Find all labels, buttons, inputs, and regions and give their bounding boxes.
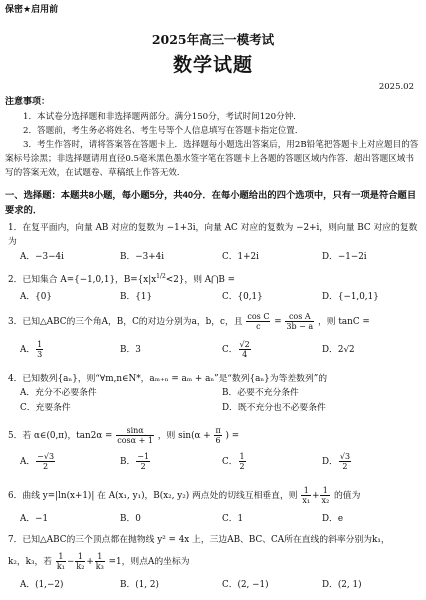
question-5-stem-c: ) = — [225, 431, 240, 441]
question-4 — [8, 372, 420, 386]
question-7-fraction-3: $\frac{1}{\text{k₃}}$ — [95, 552, 104, 571]
question-3-option-b: B．3 — [120, 345, 141, 355]
subject-title: 数学试题 — [172, 54, 253, 76]
question-2-stem-b: <2}，则 A⋂B = — [165, 274, 235, 285]
question-7-option-a: A．(1,−2) — [20, 580, 64, 590]
question-5-fraction: $\frac{\sin\alpha}{\cos\alpha + 1}$ — [117, 426, 153, 445]
question-7-line-2: k₂，k₃，若 $\frac{1}{\text{k₁}}$ − $\frac{1}{\text{k₂}}$ + $\frac{1}{\text{k₃}}$ =1，则点A的坐标为 — [8, 552, 190, 571]
question-1-option-c: C．1+2i — [222, 252, 259, 262]
question-6-option-d: D．e — [322, 514, 344, 524]
question-6: 6．曲线 y=|ln(x+1)| 在 A(x₁, y₁)，B(x₂, y₂) 两点处的切线互相垂直，则 $\frac{1}{\text{x₁}}$ + $\frac{1}{\text{x₂}}$ 的值为 — [8, 486, 361, 505]
notice-heading: 注意事项： — [5, 96, 51, 106]
question-3-stem-a: 3．已知△ABC的三个角A，B，C的对边分别为a，b，c，且 — [8, 317, 243, 327]
question-6-stem-b: 的值为 — [333, 491, 361, 501]
question-6-option-b: B．0 — [120, 514, 141, 524]
question-1-option-d: D．−1−2i — [322, 252, 367, 262]
question-1-option-a: A．−3−4i — [20, 252, 64, 262]
question-3-equals: = — [274, 317, 282, 327]
question-5-pi-fraction: $\frac{\pi}{6}$ — [215, 426, 221, 445]
notice-item-1: 1．本试卷分选择题和非选择题两部分。满分150分，考试时间120分钟． — [23, 112, 302, 122]
section-one-heading: 一、选择题：本题共8小题，每小题5分，共40分．在每小题给出的四个选项中，只有一项是符合题目要求的． — [5, 190, 417, 215]
question-5-stem-a: 5．若 α∈(0,π)，tan2α = — [8, 431, 113, 441]
question-4-option-b: B．必要不充分条件 — [222, 388, 299, 398]
notice-item-3: 3．考生作答时，请将答案答在答题卡上．选择题每小题选出答案后，用2B铅笔把答题卡上对应题目的答案标号涂黑；非选择题请用直径0.5毫米黑色墨水签字笔在答题卡上各题的答题区域内作答．超出答题区域书写的答案无效，在试题卷、草稿纸上作答无效． — [5, 140, 419, 179]
question-2 — [8, 270, 420, 287]
question-3-option-c: C． $\frac{√2}{4}$ — [222, 340, 250, 359]
question-6-fraction-2: $\frac{1}{\text{x₂}}$ — [321, 486, 330, 505]
question-5-option-d: D． $\frac{√3}{2}$ — [322, 452, 351, 471]
question-6-option-c: C．1 — [222, 514, 244, 524]
question-7-stem-a: k₂，k₃，若 — [8, 557, 53, 567]
question-7-fraction-1: $\frac{1}{\text{k₁}}$ — [56, 552, 65, 571]
question-1-stem: 1．在复平面内，向量 AB 对应的复数为 −1+3i，向量 AC 对应的复数为 −2+i，则向量 BC 对应的复数为 — [8, 223, 418, 247]
question-2-stem-a: 2．已知集合 A={−1,0,1}，B={x|x — [8, 274, 157, 285]
question-6-fraction-1: $\frac{1}{\text{x₁}}$ — [302, 486, 311, 505]
question-5-option-b: B． $\frac{-1}{2}$ — [120, 452, 150, 471]
question-4-stem: 4．已知数列{aₙ}，则“∀m,n∈N*，aₘ₊ₙ = aₘ + aₙ”是“数列{aₙ}为等差数列”的 — [8, 374, 328, 384]
exam-title: 2025年高三一模考试 — [151, 32, 275, 47]
question-3 — [8, 312, 420, 331]
question-4-option-c: C．充要条件 — [20, 403, 71, 413]
question-1-option-b: B．−3+4i — [120, 252, 165, 262]
question-7-option-d: D．(2, 1) — [322, 580, 362, 590]
question-3-fraction-1: $\frac{\text{cos C}}{c}$ — [247, 312, 270, 331]
question-2-option-d: D．{−1,0,1} — [322, 292, 379, 302]
question-2-exponent: 1/2 — [156, 273, 166, 280]
question-4-option-a: A．充分不必要条件 — [20, 388, 97, 398]
notice-item-2: 2．答题前，考生务必将姓名、考生号等个人信息填写在答题卡指定位置． — [23, 126, 304, 136]
exam-date: 2025.02 — [378, 82, 414, 92]
question-1 — [8, 221, 420, 249]
question-3-stem-b: ，则 tanC = — [318, 317, 370, 327]
question-7-line-1: 7．已知△ABC的三个顶点都在抛物线 y² = 4x 上，三边AB、BC、CA所在直线的斜率分别为k₁， — [8, 535, 390, 545]
question-7-stem-b: =1，则点A的坐标为 — [108, 557, 190, 567]
question-2-option-c: C．{0,1} — [222, 292, 263, 302]
question-7-option-b: B．(1, 2) — [120, 580, 159, 590]
question-2-option-b: B．{1} — [120, 292, 153, 302]
confidential-label: 保密★启用前 — [5, 4, 59, 14]
question-6-option-a: A．−1 — [20, 514, 49, 524]
question-4-option-d: D．既不充分也不必要条件 — [222, 403, 326, 413]
question-5 — [8, 426, 420, 445]
question-7-fraction-2: $\frac{1}{\text{k₂}}$ — [76, 552, 85, 571]
question-5-option-c: C． $\frac{1}{2}$ — [222, 452, 245, 471]
question-5-stem-b: ，则 sin(α + — [157, 431, 211, 441]
question-7-option-c: C．(2, −1) — [222, 580, 269, 590]
question-6-stem-a: 6．曲线 y=|ln(x+1)| 在 A(x₁, y₁)，B(x₂, y₂) 两点处的切线互相垂直，则 — [8, 491, 298, 501]
question-3-option-a: A． $\frac{1}{3}$ — [20, 340, 43, 359]
question-2-option-a: A．{0} — [20, 292, 52, 302]
question-3-fraction-2: $\frac{\text{cos A}}{3b - a}$ — [286, 312, 314, 331]
question-5-option-a: A． $\frac{-√3}{2}$ — [20, 452, 55, 471]
question-3-option-d: D．2√2 — [322, 345, 355, 355]
